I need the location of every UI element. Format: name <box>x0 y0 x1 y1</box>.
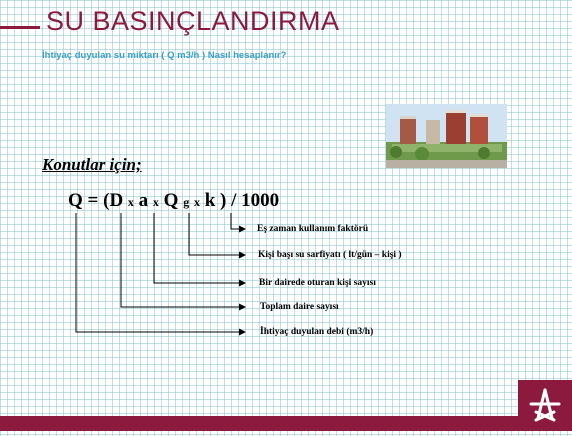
formula-k: k <box>204 190 216 211</box>
label-qg: Kişi başı su sarfiyatı ( lt/gün – kişi ) <box>258 250 402 260</box>
label-k: Eş zaman kullanım faktörü <box>257 224 369 234</box>
formula-tail: ) / 1000 <box>220 190 280 211</box>
formula-a: a <box>138 190 149 211</box>
star-logo-icon <box>518 380 572 431</box>
page-title: SU BASINÇLANDIRMA <box>46 6 340 36</box>
leader-k <box>231 213 245 229</box>
label-d: Toplam daire sayısı <box>260 302 339 312</box>
section-heading: Konutlar için; <box>42 155 142 174</box>
leader-q <box>76 213 245 332</box>
formula-times-2: x <box>152 195 159 209</box>
formula-open: = ( <box>87 190 110 211</box>
page-subtitle: İhtiyaç duyulan su miktarı ( Q m3/h ) Nasıl hesaplanır? <box>42 50 287 61</box>
label-q: İhtiyaç duyulan debi (m3/h) <box>260 327 374 337</box>
footer-bar <box>0 416 572 431</box>
formula-qg: Q <box>163 190 179 211</box>
label-a: Bir dairede oturan kişi sayısı <box>259 278 376 288</box>
formula-times-3: x <box>193 195 200 209</box>
leader-qg <box>189 213 245 255</box>
company-logo <box>518 380 572 431</box>
leader-d <box>121 213 245 307</box>
formula-qg-subscript: g <box>183 195 190 209</box>
formula-times-1: x <box>127 195 134 209</box>
formula-d: D <box>109 190 124 211</box>
formula-q: Q <box>68 190 83 211</box>
